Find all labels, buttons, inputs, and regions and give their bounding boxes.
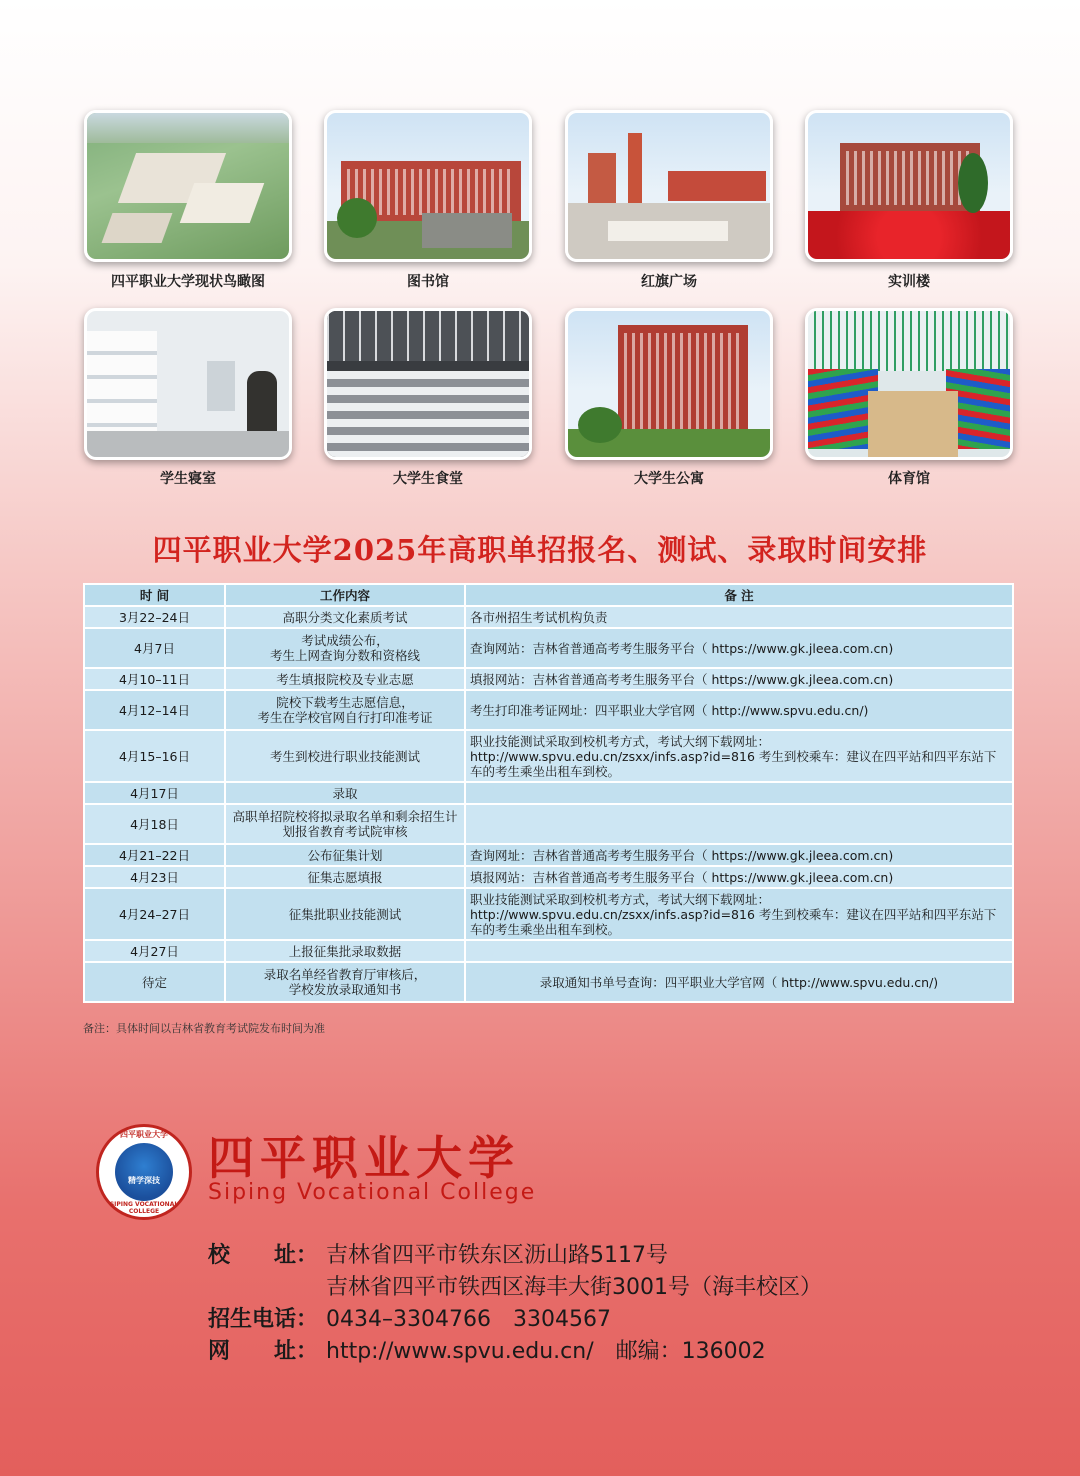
cell-task: 征集志愿填报 [225,866,465,888]
campus-gallery [80,108,1015,488]
logo-top-text: 四平职业大学 [120,1130,168,1139]
schedule-footnote: 备注：具体时间以吉林省教育考试院发布时间为准 [83,1022,325,1035]
table-row [84,844,1013,866]
cell-time: 待定 [84,962,225,1002]
cell-task: 公布征集计划 [225,844,465,866]
photo-training-building [805,110,1013,262]
cell-task: 考生到校进行职业技能测试 [225,730,465,782]
caption-library: 图书馆 [407,274,449,290]
photo-gymnasium [805,308,1013,460]
cell-task: 高职单招院校将拟录取名单和剩余招生计划报省教育考试院审核 [225,804,465,844]
table-header-row [84,584,1013,606]
caption-dormitory: 学生寝室 [160,471,216,487]
cell-time: 4月21–22日 [84,844,225,866]
cell-time: 4月23日 [84,866,225,888]
caption-aerial-view: 四平职业大学现状鸟瞰图 [111,274,265,290]
table-row [84,690,1013,730]
website-label: 网 址： [208,1339,319,1364]
photo-aerial-view [84,110,292,262]
cell-time: 4月10–11日 [84,668,225,690]
cell-note: 填报网站：吉林省普通高考考生服务平台（ https://www.gk.jleea.com.cn) [465,668,1013,690]
cell-task: 考生填报院校及专业志愿 [225,668,465,690]
photo-dormitory [84,308,292,460]
cell-note: 录取通知书单号查询：四平职业大学官网（ http://www.spvu.edu.cn/) [465,962,1013,1002]
photo-canteen [324,308,532,460]
cell-task: 考试成绩公布， 考生上网查询分数和资格线 [225,628,465,668]
cell-time: 3月22–24日 [84,606,225,628]
cell-task: 上报征集批录取数据 [225,940,465,962]
table-row [84,668,1013,690]
cell-time: 4月18日 [84,804,225,844]
cell-note: 填报网站：吉林省普通高考考生服务平台（ https://www.gk.jleea.com.cn) [465,866,1013,888]
caption-canteen: 大学生食堂 [393,471,463,487]
header-task: 工作内容 [225,584,465,606]
cell-note [465,940,1013,962]
header-time: 时 间 [84,584,225,606]
college-name-en: Siping Vocational College [208,1180,537,1205]
photo-student-apartment [565,308,773,460]
cell-note: 查询网址：吉林省普通高考考生服务平台（ https://www.gk.jleea.com.cn) [465,844,1013,866]
college-logo [96,1124,192,1220]
cell-note: 职业技能测试采取到校机考方式，考试大纲下载网址： http://www.spvu.edu.cn/zsxx/infs.asp?id=816 考生到校乘车：建议在四平站和四平东站下车的考生乘坐出租车到校。 [465,730,1013,782]
cell-time: 4月24–27日 [84,888,225,940]
cell-task: 高职分类文化素质考试 [225,606,465,628]
table-row [84,888,1013,940]
cell-time: 4月12–14日 [84,690,225,730]
address-line-2 [208,1270,822,1301]
cell-task: 院校下载考生志愿信息， 考生在学校官网自行打印准考证 [225,690,465,730]
schedule-title: 四平职业大学2025年高职单招报名、测试、录取时间安排 [152,533,928,567]
cell-note: 职业技能测试采取到校机考方式，考试大纲下载网址： http://www.spvu.edu.cn/zsxx/infs.asp?id=816 考生到校乘车：建议在四平站和四平东站下车的考生乘坐出租车到校。 [465,888,1013,940]
table-row [84,628,1013,668]
address-value-2: 吉林省四平市铁西区海丰大街3001号（海丰校区） [326,1275,822,1300]
address-value-1: 吉林省四平市铁东区沥山路5117号 [326,1243,668,1268]
cell-time: 4月7日 [84,628,225,668]
address-label: 校 址： [208,1243,319,1268]
cell-note: 考生打印准考证网址：四平职业大学官网（ http://www.spvu.edu.cn/) [465,690,1013,730]
address-line-1 [208,1238,668,1269]
photo-red-flag-square [565,110,773,262]
table-row [84,730,1013,782]
cell-note [465,782,1013,804]
table-row [84,962,1013,1002]
logo-motto: 精学深技 [128,1176,160,1185]
cell-time: 4月27日 [84,940,225,962]
caption-student-apartment: 大学生公寓 [634,471,704,487]
phone-label: 招生电话： [208,1307,319,1332]
cell-task: 征集批职业技能测试 [225,888,465,940]
cell-note: 各市州招生考试机构负责 [465,606,1013,628]
table-row [84,804,1013,844]
logo-emblem [115,1143,173,1201]
website-value: http://www.spvu.edu.cn/ 邮编：136002 [326,1339,766,1364]
table-row [84,782,1013,804]
logo-bottom-text: SIPING VOCATIONAL COLLEGE [109,1201,179,1215]
phone-value: 0434–3304766 3304567 [326,1307,611,1332]
cell-note: 查询网站：吉林省普通高考考生服务平台（ https://www.gk.jleea.com.cn) [465,628,1013,668]
cell-task: 录取名单经省教育厅审核后， 学校发放录取通知书 [225,962,465,1002]
website-line [208,1334,766,1365]
table-row [84,940,1013,962]
cell-time: 4月15–16日 [84,730,225,782]
cell-task: 录取 [225,782,465,804]
cell-note [465,804,1013,844]
caption-red-flag-square: 红旗广场 [641,274,697,290]
caption-gymnasium: 体育馆 [888,471,930,487]
cell-time: 4月17日 [84,782,225,804]
schedule-table [83,583,1014,1003]
photo-library [324,110,532,262]
caption-training-building: 实训楼 [888,274,930,290]
college-name-cn: 四平职业大学 [208,1131,520,1185]
header-note: 备 注 [465,584,1013,606]
table-row [84,866,1013,888]
table-row [84,606,1013,628]
phone-line [208,1302,611,1333]
